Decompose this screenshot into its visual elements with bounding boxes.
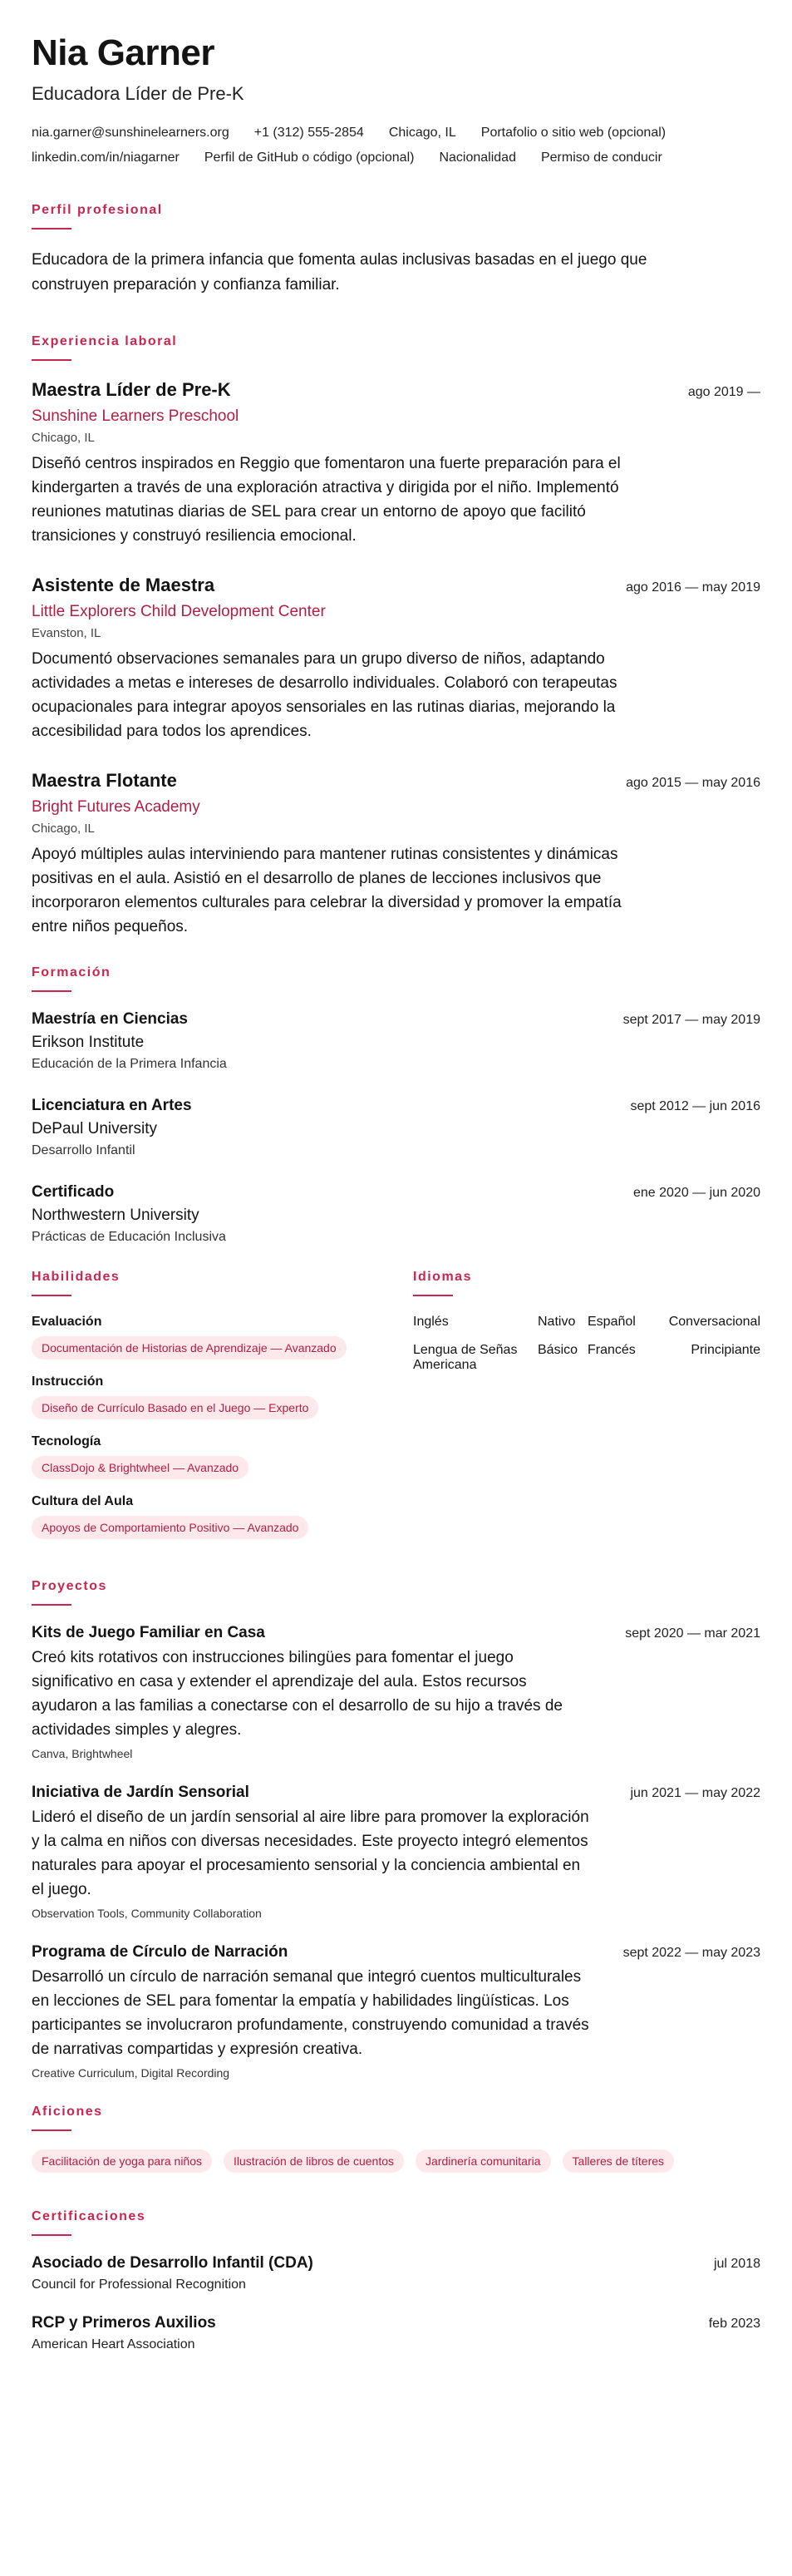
language-name: Lengua de Señas Americana (413, 1343, 518, 1372)
contact-email[interactable]: nia.garner@sunshinelearners.org (32, 126, 229, 140)
candidate-headline: Educadora Líder de Pre-K (32, 83, 244, 104)
institution-name: Northwestern University (32, 1207, 199, 1224)
section-divider (32, 990, 71, 992)
language-name: Español (588, 1315, 636, 1329)
section-divider (32, 228, 71, 229)
job-title: Maestra Flotante (32, 770, 177, 791)
section-divider (32, 1295, 71, 1296)
job-location: Evanston, IL (32, 626, 101, 640)
employer-name: Bright Futures Academy (32, 798, 200, 816)
skills-languages-row (32, 1270, 760, 1554)
skills-section (32, 1270, 397, 1554)
section-title: Perfil profesional (32, 203, 163, 217)
contact-portfolio[interactable]: Portafolio o sitio web (opcional) (480, 126, 667, 140)
skill-tag: Apoyos de Comportamiento Positivo — Avanzado (32, 1516, 308, 1539)
languages-section (413, 1270, 760, 1554)
language-level: Básico (538, 1343, 578, 1357)
job-location: Chicago, IL (32, 822, 95, 836)
job-dates: ago 2019 — (687, 385, 760, 399)
field-of-study: Educación de la Primera Infancia (32, 1057, 227, 1071)
certification-entry (32, 2254, 760, 2292)
section-title: Certificaciones (32, 2209, 146, 2223)
project-dates: sept 2020 — mar 2021 (625, 1626, 760, 1641)
project-description: Desarrolló un círculo de narración semanal que integró cuentos multiculturales en lecciones de SEL para fomentar la empatía y habilidades lingüísticas. Los participantes se involucraron profundamente, construyendo comunidad a través de narrativas compartidas y expresión creativa. (32, 1968, 589, 2058)
hobby-tag: Jardinería comunitaria (416, 2149, 551, 2173)
profile-summary: Educadora de la primera infancia que fomenta aulas inclusivas basadas en el juego que construyen preparación y confianza familiar. (32, 251, 647, 294)
skill-group (32, 1434, 397, 1479)
education-section (32, 965, 760, 1245)
employer-name: Little Explorers Child Development Center (32, 603, 326, 620)
certification-entry (32, 2314, 760, 2352)
institution-name: DePaul University (32, 1120, 157, 1137)
section-title: Habilidades (32, 1270, 121, 1284)
contact-list (32, 125, 746, 166)
certification-date: jul 2018 (713, 2257, 760, 2271)
job-description: Documentó observaciones semanales para un grupo diverso de niños, adaptando actividades a metas e intereses de desarrollo individuales. Colaboró con terapeutas ocupacionales para integrar apoyos sensoriales en las rutinas diarias, mejorando la accesibilidad para todos los aprendices. (32, 650, 617, 740)
degree-name: Maestría en Ciencias (32, 1010, 188, 1028)
section-divider (32, 2234, 71, 2236)
language-name: Inglés (413, 1315, 449, 1329)
degree-name: Certificado (32, 1183, 115, 1201)
skill-category: Cultura del Aula (32, 1494, 134, 1508)
skill-tag: Diseño de Currículo Basado en el Juego — Experto (32, 1396, 318, 1419)
hobbies-section (32, 2105, 760, 2173)
section-title: Proyectos (32, 1579, 107, 1593)
resume-header (32, 33, 760, 166)
job-description: Diseñó centros inspirados en Reggio que fomentaron una fuerte preparación para el kindergarten a través de una exploración atractiva y dirigida por el niño. Implementó reuniones matutinas diarias de SEL para crear un entorno de apoyo que facilitó transiciones y construyó resiliencia emocional. (32, 455, 621, 545)
project-entry (32, 1784, 760, 1920)
project-description: Lideró el diseño de un jardín sensorial al aire libre para promover la exploración y la calma en niños con diversas necesidades. Este proyecto integró elementos naturales para apoyar el procesamiento sensorial y la conciencia ambiental en el juego. (32, 1809, 589, 1898)
job-title: Maestra Líder de Pre-K (32, 379, 231, 400)
hobby-tag: Talleres de títeres (563, 2149, 675, 2173)
contact-driving-license: Permiso de conducir (540, 151, 662, 165)
certification-name: Asociado de Desarrollo Infantil (CDA) (32, 2254, 313, 2272)
hobby-list (32, 2149, 760, 2173)
section-divider (32, 2129, 71, 2131)
field-of-study: Prácticas de Educación Inclusiva (32, 1230, 226, 1244)
skill-tag: ClassDojo & Brightwheel — Avanzado (32, 1456, 248, 1479)
skill-category: Evaluación (32, 1315, 102, 1329)
skill-tag: Documentación de Historias de Aprendizaje — Avanzado (32, 1336, 347, 1360)
project-tools: Canva, Brightwheel (32, 1747, 133, 1760)
contact-location: Chicago, IL (388, 126, 456, 140)
certification-name: RCP y Primeros Auxilios (32, 2314, 216, 2332)
certification-date: feb 2023 (708, 2317, 760, 2331)
job-location: Chicago, IL (32, 431, 95, 445)
job-dates: ago 2015 — may 2016 (626, 776, 760, 790)
project-dates: sept 2022 — may 2023 (622, 1946, 760, 1960)
section-title: Idiomas (413, 1270, 472, 1284)
section-divider (413, 1295, 453, 1296)
language-level: Principiante (691, 1343, 760, 1357)
education-dates: ene 2020 — jun 2020 (632, 1186, 760, 1200)
education-entry (32, 1097, 760, 1158)
project-name: Kits de Juego Familiar en Casa (32, 1624, 265, 1641)
skill-group (32, 1374, 397, 1419)
institution-name: Erikson Institute (32, 1034, 145, 1051)
education-entry (32, 1183, 760, 1245)
skill-category: Tecnología (32, 1434, 101, 1448)
field-of-study: Desarrollo Infantil (32, 1143, 135, 1157)
languages-grid (413, 1315, 760, 1373)
job-dates: ago 2016 — may 2019 (626, 580, 760, 595)
project-entry (32, 1943, 760, 2080)
experience-entry (32, 770, 760, 939)
project-description: Creó kits rotativos con instrucciones bilingües para fomentar el juego significativo en casa y extender el aprendizaje del aula. Estos recursos ayudaron a las familias a conectarse con el desarrollo de su hijo a través de actividades simples y alegres. (32, 1649, 563, 1739)
section-title: Experiencia laboral (32, 334, 178, 348)
hobby-tag: Facilitación de yoga para niños (32, 2149, 212, 2173)
education-entry (32, 1010, 760, 1072)
skill-category: Instrucción (32, 1374, 104, 1389)
profile-section (32, 203, 760, 298)
skill-group (32, 1315, 397, 1360)
education-dates: sept 2017 — may 2019 (622, 1013, 760, 1027)
contact-phone[interactable]: +1 (312) 555-2854 (253, 126, 364, 140)
language-level: Nativo (538, 1315, 576, 1329)
experience-section (32, 334, 760, 939)
certification-issuer: Council for Professional Recognition (32, 2277, 246, 2292)
education-dates: sept 2012 — jun 2016 (630, 1099, 760, 1113)
certifications-section (32, 2209, 760, 2352)
project-name: Iniciativa de Jardín Sensorial (32, 1784, 249, 1801)
certification-issuer: American Heart Association (32, 2337, 195, 2351)
contact-github[interactable]: Perfil de GitHub o código (opcional) (204, 151, 415, 165)
language-level: Conversacional (668, 1315, 760, 1329)
projects-section (32, 1579, 760, 2080)
project-tools: Observation Tools, Community Collaboration (32, 1907, 262, 1920)
contact-linkedin[interactable]: linkedin.com/in/niagarner (32, 151, 180, 165)
experience-entry (32, 379, 760, 548)
experience-entry (32, 575, 760, 743)
project-entry (32, 1624, 760, 1760)
job-description: Apoyó múltiples aulas interviniendo para mantener rutinas consistentes y dinámicas positivas en el aula. Asistió en el desarrollo de planes de lecciones inclusivos que incorporaron elementos culturales para celebrar la diversidad y promover la empatía entre niños pequeños. (32, 846, 622, 935)
project-name: Programa de Círculo de Narración (32, 1943, 288, 1961)
project-tools: Creative Curriculum, Digital Recording (32, 2066, 230, 2080)
language-name: Francés (588, 1343, 636, 1357)
candidate-name: Nia Garner (32, 32, 214, 73)
skill-group (32, 1494, 397, 1539)
employer-name: Sunshine Learners Preschool (32, 407, 239, 425)
section-title: Formación (32, 965, 111, 980)
project-dates: jun 2021 — may 2022 (630, 1786, 760, 1800)
degree-name: Licenciatura en Artes (32, 1097, 192, 1114)
job-title: Asistente de Maestra (32, 575, 215, 595)
section-divider (32, 359, 71, 361)
contact-nationality: Nacionalidad (439, 151, 516, 165)
hobby-tag: Ilustración de libros de cuentos (224, 2149, 404, 2173)
section-divider (32, 1604, 71, 1606)
section-title: Aficiones (32, 2105, 103, 2119)
